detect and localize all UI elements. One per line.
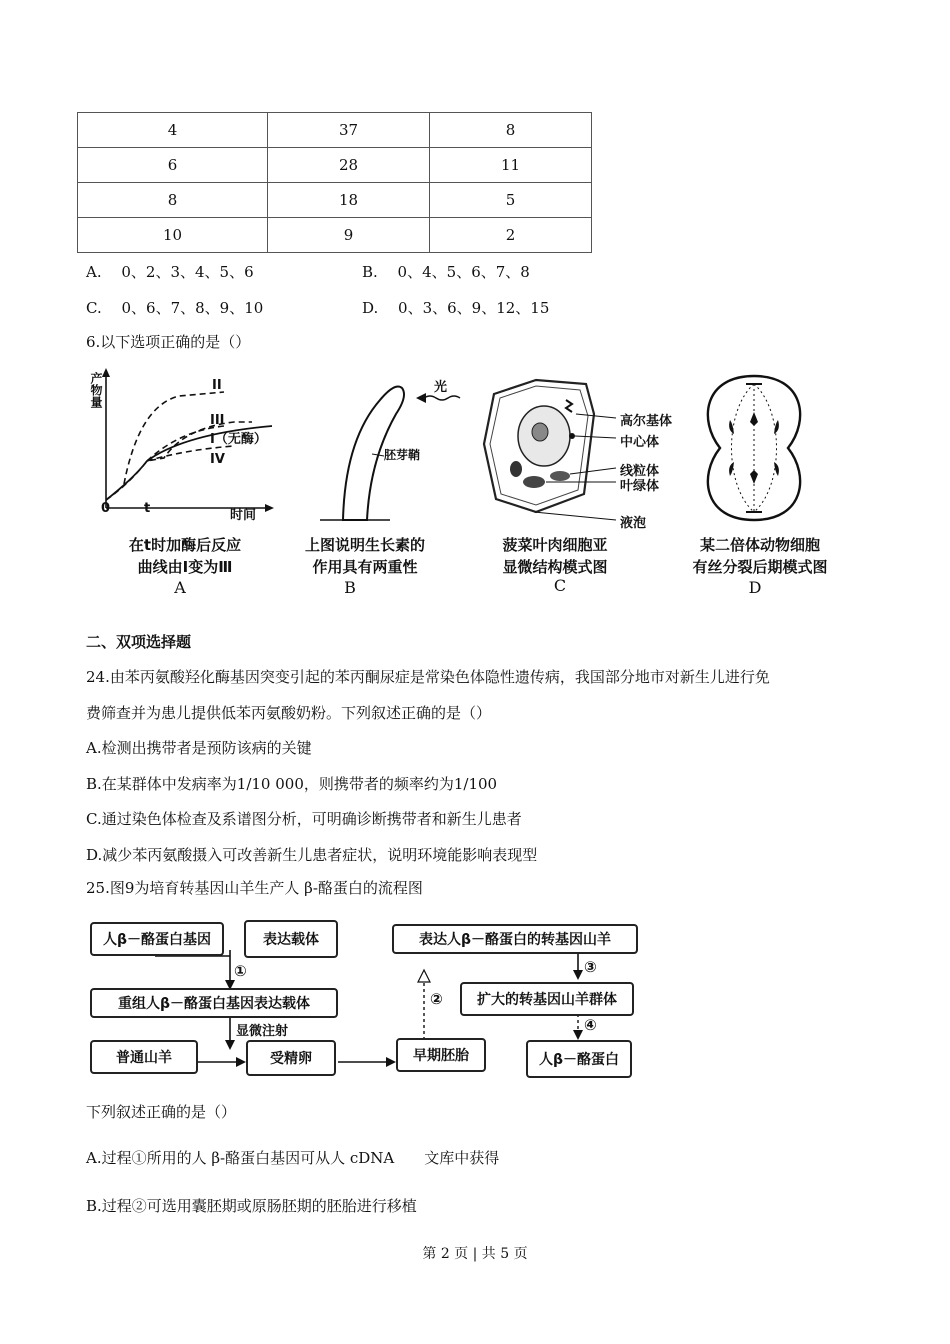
figure-b-letter: B	[344, 578, 356, 597]
figure-d-caption-line2: 有丝分裂后期模式图	[692, 558, 828, 576]
question-25-option-b: B.过程②可选用囊胚期或原肠胚期的胚胎进行移植	[86, 1197, 417, 1215]
option-b: B. 0、4、5、6、7、8	[362, 263, 530, 281]
table-cell: 5	[430, 183, 592, 218]
question-24-option-b: B.在某群体中发病率为1/10 000，则携带者的频率约为1/100	[86, 775, 498, 793]
flow-expanded-box: 扩大的转基因山羊群体	[460, 982, 634, 1016]
data-table	[77, 112, 592, 253]
figure-b-caption-line1: 上图说明生长素的	[304, 536, 425, 554]
flow-gene-box: 人β－酪蛋白基因	[90, 922, 224, 956]
figure-b-caption-line2: 作用具有两重性	[312, 558, 418, 576]
question-24-option-c: C.通过染色体检查及系谱图分析，可明确诊断携带者和新生儿患者	[86, 810, 522, 828]
figure-d-caption-line1: 某二倍体动物细胞	[699, 536, 820, 554]
figure-c-plant-cell	[476, 374, 666, 526]
flow-vector-box: 表达载体	[244, 920, 338, 958]
table-cell: 10	[78, 218, 268, 253]
figure-c-letter: C	[553, 576, 567, 595]
cell-label-golgi: 高尔基体	[620, 414, 673, 429]
table-cell: 8	[78, 183, 268, 218]
figure-b-light-label: 光	[434, 380, 448, 395]
figure-a-caption-line2: 曲线由Ⅰ变为Ⅲ	[137, 558, 233, 576]
table-row	[78, 218, 592, 253]
question-24-stem-line1: 24.由苯丙氨酸羟化酶基因突变引起的苯丙酮尿症是常染色体隐性遗传病，我国部分地市对新生儿进行免	[86, 668, 770, 686]
question-25-option-a: A.过程①所用的人 β-酪蛋白基因可从人 cDNA 文库中获得	[86, 1149, 500, 1167]
flow-step-4: ④	[584, 1016, 597, 1034]
question-24-option-d: D.减少苯丙氨酸摄入可改善新生儿患者症状，说明环境能影响表现型	[86, 846, 538, 864]
flow-microinjection-label: 显微注射	[236, 1024, 289, 1039]
table-cell: 8	[430, 113, 592, 148]
option-a: A. 0、2、3、4、5、6	[86, 263, 254, 281]
flow-step-3: ③	[584, 958, 597, 976]
table-row	[78, 183, 592, 218]
flow-step-2: ②	[430, 990, 443, 1008]
flow-step-1: ①	[234, 962, 247, 980]
figure-b-part-label: 胚芽鞘	[384, 448, 421, 462]
figure-d-animal-cell	[694, 370, 814, 530]
cell-label-centriole: 中心体	[620, 435, 660, 450]
table-cell: 28	[268, 148, 430, 183]
cell-label-mitochondria: 线粒体	[620, 464, 660, 479]
question-24-stem-line2: 费筛查并为患儿提供低苯丙氨酸奶粉。下列叙述正确的是（）	[86, 704, 492, 722]
table-row	[78, 148, 592, 183]
table-cell: 2	[430, 218, 592, 253]
flow-transgenic-box: 表达人β－酪蛋白的转基因山羊	[392, 924, 638, 954]
table-cell: 18	[268, 183, 430, 218]
flow-protein-box: 人β－酪蛋白	[526, 1040, 632, 1078]
flow-embryo-box: 早期胚胎	[396, 1038, 486, 1072]
curve-label-i: I（无酶）	[210, 432, 267, 447]
question-25-stem: 25.图9为培育转基因山羊生产人 β-酪蛋白的流程图	[86, 879, 423, 897]
figure-a-xlabel: 时间	[230, 508, 257, 523]
option-d: D. 0、3、6、9、12、15	[362, 299, 550, 317]
table-cell: 37	[268, 113, 430, 148]
section-title: 二、双项选择题	[86, 633, 192, 651]
question-24-option-a: A.检测出携带者是预防该病的关键	[86, 739, 312, 757]
figure-a-t-mark: t	[144, 501, 151, 516]
figure-c-caption-line1: 菠菜叶肉细胞亚	[502, 536, 608, 554]
flow-zygote-box: 受精卵	[246, 1040, 336, 1076]
curve-label-iii: III	[210, 413, 225, 428]
table-cell: 4	[78, 113, 268, 148]
figure-a-ylabel: 产物量	[89, 372, 103, 408]
figure-d-letter: D	[748, 578, 762, 597]
table-cell: 6	[78, 148, 268, 183]
cell-label-chloroplast: 叶绿体	[620, 479, 660, 494]
figure-a-letter: A	[174, 578, 186, 597]
figure-c-caption-line2: 显微结构模式图	[502, 558, 608, 576]
table-row	[78, 113, 592, 148]
curve-label-iv: IV	[210, 452, 225, 467]
flow-goat-box: 普通山羊	[90, 1040, 198, 1074]
figure-a-origin: 0	[101, 501, 111, 516]
table-cell: 11	[430, 148, 592, 183]
cell-label-vacuole: 液泡	[620, 516, 647, 531]
question-6-stem: 6.以下选项正确的是（）	[86, 333, 251, 351]
figure-a-caption-line1: 在t时加酶后反应	[128, 536, 242, 554]
flow-recombinant-box: 重组人β－酪蛋白基因表达载体	[90, 988, 338, 1018]
curve-label-ii: II	[212, 378, 222, 393]
option-c: C. 0、6、7、8、9、10	[86, 299, 264, 317]
table-cell: 9	[268, 218, 430, 253]
page-footer: 第 2 页 | 共 5 页	[422, 1246, 528, 1262]
question-25-prompt: 下列叙述正确的是（）	[86, 1103, 237, 1121]
